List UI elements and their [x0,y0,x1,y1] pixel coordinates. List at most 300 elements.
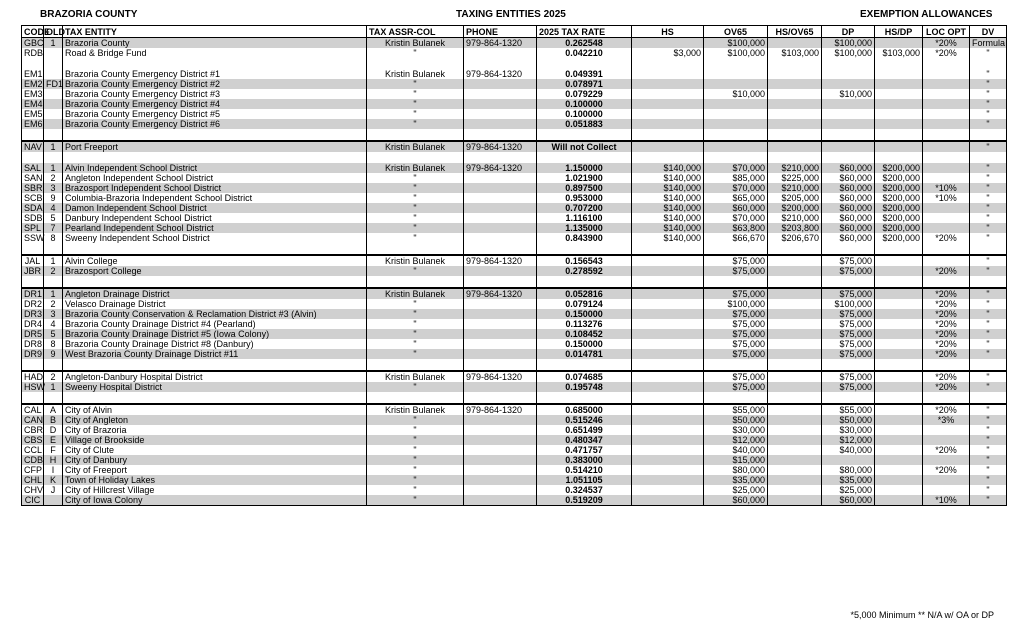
ov65-cell: $65,000 [704,193,768,203]
ov65-cell: $75,000 [704,371,768,382]
dv-cell: " [970,339,1007,349]
ov65-cell [704,99,768,109]
loc-opt-cell: *20% [923,309,970,319]
hs-ov65-cell [768,288,822,299]
tax-entity-cell: Brazosport College [63,266,367,276]
spacer-cell [44,243,63,255]
code-cell: DR5 [22,329,44,339]
spacer-cell [22,276,44,288]
hs-dp-cell [875,495,923,506]
loc-opt-cell [923,255,970,266]
tax-assr-col-cell: " [367,485,464,495]
code-cell: SAN [22,173,44,183]
tax-assr-col-cell: " [367,223,464,233]
tax-entity-cell: Brazoria County Drainage District #8 (Danbury) [63,339,367,349]
spacer-cell [704,58,768,69]
tax-assr-col-cell: " [367,79,464,89]
tax-rate-cell: 0.100000 [537,109,632,119]
spacer-cell [22,392,44,404]
phone-cell [464,173,537,183]
tax-rate-cell: 0.651499 [537,425,632,435]
dv-cell: " [970,266,1007,276]
table-row [22,173,1007,183]
dp-cell [822,99,875,109]
tax-rate-cell: 0.049391 [537,69,632,79]
tax-assr-col-cell: Kristin Bulanek [367,371,464,382]
code-cell: SPL [22,223,44,233]
spacer-cell [822,392,875,404]
tax-entity-cell: Alvin College [63,255,367,266]
table-row [22,38,1007,49]
ov65-cell: $75,000 [704,288,768,299]
dv-cell: " [970,99,1007,109]
tax-entity-cell: City of Alvin [63,404,367,415]
hs-ov65-cell [768,141,822,152]
ov65-cell: $100,000 [704,48,768,58]
hs-ov65-cell [768,299,822,309]
dv-cell: " [970,79,1007,89]
hs-ov65-cell: $206,670 [768,233,822,243]
loc-opt-cell [923,119,970,129]
loc-opt-cell [923,141,970,152]
ov65-cell: $10,000 [704,89,768,99]
dv-cell: " [970,89,1007,99]
old-cell: 3 [44,183,63,193]
hs-cell [632,465,704,475]
ov65-cell: $100,000 [704,299,768,309]
spacer-cell [822,58,875,69]
spacer-cell [923,152,970,163]
hs-ov65-cell [768,38,822,49]
hs-dp-cell: $200,000 [875,223,923,233]
tax-rate-cell: 0.480347 [537,435,632,445]
old-cell: 1 [44,38,63,49]
table-row [22,425,1007,435]
spacer-cell [44,392,63,404]
spacer-row [22,359,1007,371]
tax-entity-cell: Brazoria County Emergency District #5 [63,109,367,119]
tax-entity-cell: Brazoria County Drainage District #5 (Iowa Colony) [63,329,367,339]
header-row [22,26,1007,38]
tax-rate-cell: 0.079229 [537,89,632,99]
tax-assr-col-cell: Kristin Bulanek [367,255,464,266]
table-row [22,435,1007,445]
hs-ov65-cell [768,425,822,435]
loc-opt-cell [923,475,970,485]
tax-entity-cell: City of Freeport [63,465,367,475]
spacer-cell [367,243,464,255]
tax-rate-cell: 0.100000 [537,99,632,109]
col-header-hs: HS [632,26,704,38]
ov65-cell: $15,000 [704,455,768,465]
phone-cell [464,233,537,243]
tax-assr-col-cell: " [367,319,464,329]
loc-opt-cell: *20% [923,48,970,58]
dv-cell: " [970,255,1007,266]
hs-ov65-cell [768,495,822,506]
tax-rate-cell: 0.707200 [537,203,632,213]
table-row [22,339,1007,349]
loc-opt-cell: *3% [923,415,970,425]
spacer-cell [704,276,768,288]
spacer-cell [822,359,875,371]
ov65-cell [704,119,768,129]
hs-cell [632,255,704,266]
dv-cell: " [970,495,1007,506]
loc-opt-cell [923,425,970,435]
spacer-cell [537,276,632,288]
hs-dp-cell: $200,000 [875,213,923,223]
footnote: *5,000 Minimum ** N/A w/ OA or DP [850,610,994,620]
phone-cell [464,339,537,349]
hs-dp-cell [875,349,923,359]
hs-dp-cell [875,485,923,495]
spacer-cell [875,392,923,404]
dv-cell: " [970,173,1007,183]
ov65-cell: $100,000 [704,38,768,49]
ov65-cell: $50,000 [704,415,768,425]
ov65-cell: $75,000 [704,266,768,276]
phone-cell [464,119,537,129]
dv-cell: " [970,223,1007,233]
hs-ov65-cell: $210,000 [768,183,822,193]
spacer-cell [768,359,822,371]
spacer-cell [970,243,1007,255]
spacer-cell [22,243,44,255]
tax-rate-cell: 0.113276 [537,319,632,329]
dp-cell [822,455,875,465]
loc-opt-cell: *20% [923,371,970,382]
dp-cell: $55,000 [822,404,875,415]
code-cell: CBR [22,425,44,435]
hs-ov65-cell [768,404,822,415]
tax-rate-cell: 1.116100 [537,213,632,223]
loc-opt-cell [923,163,970,173]
tax-assr-col-cell: Kristin Bulanek [367,163,464,173]
ov65-cell: $80,000 [704,465,768,475]
hs-cell [632,382,704,392]
table-row [22,445,1007,455]
hs-dp-cell [875,79,923,89]
hs-cell [632,266,704,276]
dp-cell: $25,000 [822,485,875,495]
hs-cell [632,79,704,89]
spacer-cell [537,359,632,371]
hs-dp-cell: $200,000 [875,193,923,203]
table-body [22,38,1007,506]
code-cell: CCL [22,445,44,455]
table-row [22,309,1007,319]
col-header-dv: DV [970,26,1007,38]
phone-cell [464,382,537,392]
hs-dp-cell: $103,000 [875,48,923,58]
dv-cell: " [970,404,1007,415]
spacer-cell [632,152,704,163]
phone-cell [464,349,537,359]
tax-rate-cell: 0.278592 [537,266,632,276]
tax-rate-cell: 0.042210 [537,48,632,58]
tax-entity-cell: Brazoria County [63,38,367,49]
loc-opt-cell [923,435,970,445]
hs-dp-cell [875,475,923,485]
dv-cell: " [970,475,1007,485]
dp-cell: $12,000 [822,435,875,445]
tax-entity-cell: Port Freeport [63,141,367,152]
hs-dp-cell [875,465,923,475]
dv-cell: " [970,119,1007,129]
hs-ov65-cell [768,485,822,495]
table-row [22,299,1007,309]
spacer-cell [44,359,63,371]
tax-rate-cell: 0.843900 [537,233,632,243]
ov65-cell: $40,000 [704,445,768,455]
tax-entity-cell: Brazoria County Conservation & Reclamation District #3 (Alvin) [63,309,367,319]
tax-rate-cell: 0.685000 [537,404,632,415]
dp-cell: $60,000 [822,495,875,506]
old-cell [44,119,63,129]
tax-entity-cell: Damon Independent School District [63,203,367,213]
tax-assr-col-cell: " [367,465,464,475]
dp-cell: $100,000 [822,299,875,309]
hs-ov65-cell [768,349,822,359]
table-row [22,69,1007,79]
phone-cell [464,465,537,475]
hs-dp-cell: $200,000 [875,183,923,193]
dv-cell: " [970,141,1007,152]
dv-cell: " [970,233,1007,243]
spacer-cell [537,392,632,404]
loc-opt-cell [923,173,970,183]
spacer-cell [367,152,464,163]
tax-entity-cell: City of Iowa Colony [63,495,367,506]
hs-ov65-cell: $225,000 [768,173,822,183]
tax-rate-cell: 0.324537 [537,485,632,495]
tax-assr-col-cell: " [367,183,464,193]
spacer-cell [768,129,822,141]
loc-opt-cell: *20% [923,233,970,243]
tax-entity-cell: Pearland Independent School District [63,223,367,233]
spacer-cell [923,392,970,404]
table-row [22,485,1007,495]
hs-dp-cell [875,382,923,392]
spacer-cell [970,276,1007,288]
tax-entity-cell: Velasco Drainage District [63,299,367,309]
loc-opt-cell [923,223,970,233]
code-cell: EM1 [22,69,44,79]
hs-ov65-cell [768,109,822,119]
col-header-hs-ov65: HS/OV65 [768,26,822,38]
hs-dp-cell [875,38,923,49]
tax-assr-col-cell: " [367,425,464,435]
spacer-cell [875,58,923,69]
code-cell: EM4 [22,99,44,109]
dv-cell: " [970,213,1007,223]
spacer-cell [63,152,367,163]
document-title: TAXING ENTITIES 2025 [456,9,566,20]
phone-cell [464,213,537,223]
code-cell: SDB [22,213,44,223]
hs-dp-cell [875,119,923,129]
tax-rate-cell: 0.383000 [537,455,632,465]
loc-opt-cell: *10% [923,193,970,203]
tax-assr-col-cell: " [367,382,464,392]
phone-cell: 979-864-1320 [464,371,537,382]
hs-ov65-cell [768,329,822,339]
table-row [22,465,1007,475]
code-cell: CHL [22,475,44,485]
phone-cell [464,455,537,465]
dp-cell: $75,000 [822,371,875,382]
ov65-cell [704,141,768,152]
old-cell: K [44,475,63,485]
tax-assr-col-cell: " [367,415,464,425]
spacer-cell [63,359,367,371]
table-row [22,119,1007,129]
phone-cell: 979-864-1320 [464,38,537,49]
table-row [22,109,1007,119]
code-cell: DR1 [22,288,44,299]
old-cell: 2 [44,266,63,276]
loc-opt-cell [923,99,970,109]
ov65-cell: $75,000 [704,329,768,339]
dv-cell: " [970,69,1007,79]
code-cell: CAL [22,404,44,415]
tax-entity-cell: Angleton Drainage District [63,288,367,299]
phone-cell [464,319,537,329]
table-row [22,319,1007,329]
tax-rate-cell: 1.021900 [537,173,632,183]
county-title: BRAZORIA COUNTY [40,9,138,20]
phone-cell [464,203,537,213]
spacer-cell [44,58,63,69]
dv-cell: " [970,371,1007,382]
tax-entity-cell: Angleton Independent School District [63,173,367,183]
hs-cell [632,485,704,495]
code-cell: EM5 [22,109,44,119]
col-header-dp: DP [822,26,875,38]
hs-cell [632,89,704,99]
spacer-cell [63,243,367,255]
hs-dp-cell [875,415,923,425]
spacer-cell [970,58,1007,69]
dp-cell: $60,000 [822,173,875,183]
spacer-cell [704,129,768,141]
ov65-cell: $25,000 [704,485,768,495]
tax-entity-cell: Town of Holiday Lakes [63,475,367,485]
ov65-cell: $75,000 [704,309,768,319]
dp-cell: $60,000 [822,203,875,213]
tax-rate-cell: 0.195748 [537,382,632,392]
hs-cell [632,475,704,485]
spacer-row [22,276,1007,288]
dv-cell: " [970,163,1007,173]
code-cell: NAV [22,141,44,152]
phone-cell [464,89,537,99]
spacer-cell [822,276,875,288]
spacer-cell [22,129,44,141]
spacer-cell [632,58,704,69]
dv-cell: " [970,455,1007,465]
spacer-row [22,152,1007,163]
tax-rate-cell: 0.514210 [537,465,632,475]
code-cell: SDA [22,203,44,213]
hs-dp-cell [875,371,923,382]
old-cell: I [44,465,63,475]
code-cell: JBR [22,266,44,276]
col-header-ov65: OV65 [704,26,768,38]
spacer-cell [768,58,822,69]
hs-ov65-cell: $210,000 [768,213,822,223]
ov65-cell [704,109,768,119]
table-row [22,141,1007,152]
dv-cell: " [970,109,1007,119]
old-cell: 1 [44,163,63,173]
hs-ov65-cell [768,371,822,382]
tax-entity-cell: Brazoria County Emergency District #3 [63,89,367,99]
phone-cell [464,435,537,445]
old-cell: 9 [44,193,63,203]
hs-dp-cell [875,69,923,79]
code-cell: DR9 [22,349,44,359]
tax-assr-col-cell: " [367,109,464,119]
hs-cell: $140,000 [632,163,704,173]
hs-cell: $140,000 [632,223,704,233]
spacer-cell [367,129,464,141]
exemptions-title: EXEMPTION ALLOWANCES [860,9,993,20]
hs-dp-cell [875,141,923,152]
phone-cell: 979-864-1320 [464,69,537,79]
loc-opt-cell: *20% [923,339,970,349]
ov65-cell: $75,000 [704,339,768,349]
spacer-cell [537,129,632,141]
hs-cell [632,371,704,382]
ov65-cell: $60,000 [704,495,768,506]
col-header-loc-opt: LOC OPT [923,26,970,38]
loc-opt-cell: *20% [923,349,970,359]
hs-cell [632,455,704,465]
code-cell: SSW [22,233,44,243]
hs-cell: $3,000 [632,48,704,58]
tax-assr-col-cell: " [367,299,464,309]
dp-cell: $60,000 [822,223,875,233]
spacer-cell [704,359,768,371]
col-header-code: CODE [22,26,44,38]
loc-opt-cell [923,203,970,213]
loc-opt-cell [923,485,970,495]
tax-assr-col-cell: " [367,435,464,445]
old-cell: 1 [44,141,63,152]
tax-rate-cell: 0.519209 [537,495,632,506]
phone-cell [464,329,537,339]
tax-entity-cell: Sweeny Independent School District [63,233,367,243]
tax-rate-cell: 0.074685 [537,371,632,382]
dp-cell: $75,000 [822,339,875,349]
tax-rate-cell: 0.078971 [537,79,632,89]
table-row [22,349,1007,359]
phone-cell: 979-864-1320 [464,163,537,173]
old-cell [44,48,63,58]
hs-cell [632,99,704,109]
old-cell: 8 [44,233,63,243]
tax-assr-col-cell: " [367,193,464,203]
tax-rate-cell: 0.079124 [537,299,632,309]
old-cell: 2 [44,299,63,309]
tax-entity-cell: West Brazoria County Drainage District #11 [63,349,367,359]
hs-cell [632,38,704,49]
dv-cell: Formula [970,38,1007,49]
table-row [22,371,1007,382]
spacer-cell [768,152,822,163]
